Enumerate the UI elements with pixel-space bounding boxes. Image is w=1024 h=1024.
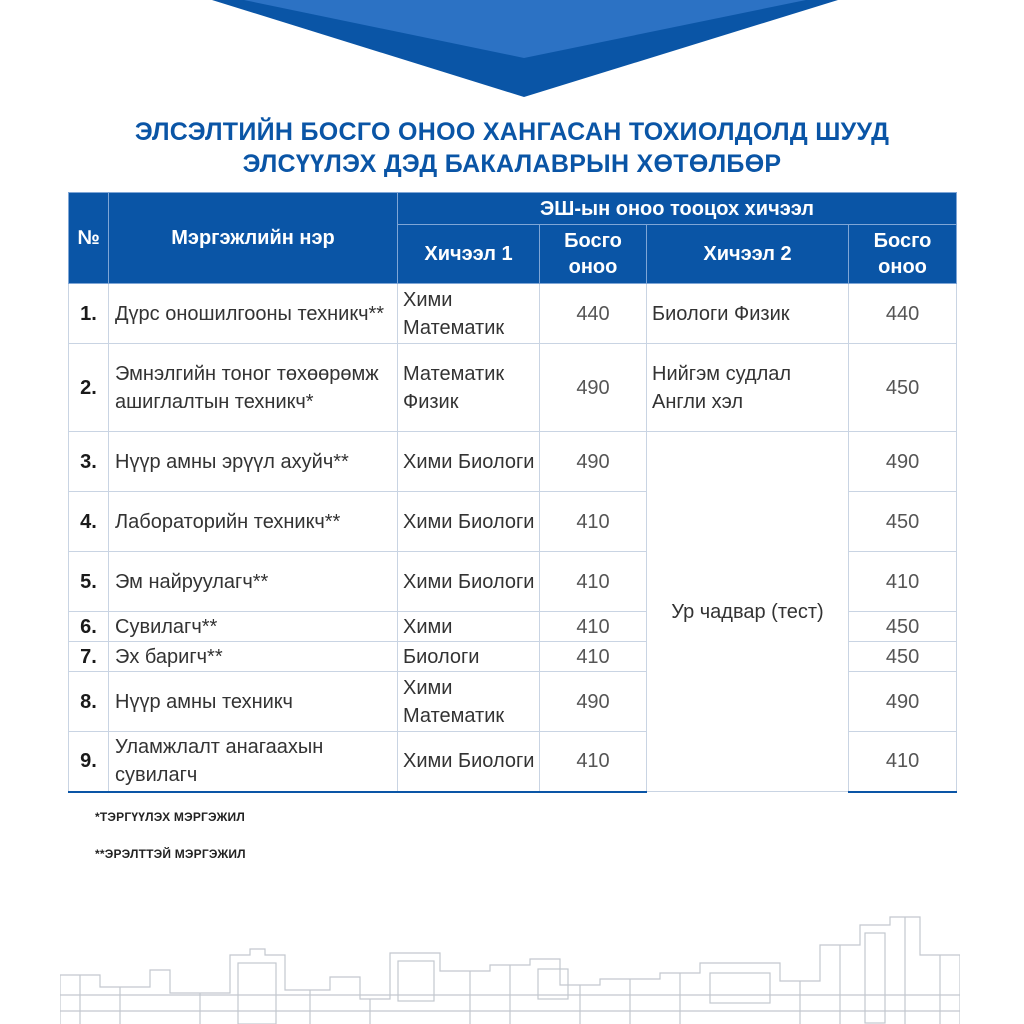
threshold-2-cell: 450 <box>849 344 957 432</box>
threshold-2-cell: 440 <box>849 284 957 344</box>
subject-1-cell: Хими Биологи <box>398 432 540 492</box>
row-number: 8. <box>69 672 109 732</box>
threshold-1-cell: 410 <box>540 612 647 642</box>
program-name: Эх баригч** <box>109 642 398 672</box>
title-line-2: ЭЛСҮҮЛЭХ ДЭД БАКАЛАВРЫН ХӨТӨЛБӨР <box>242 150 782 178</box>
table-row <box>69 284 957 344</box>
title-line-1: ЭЛСЭЛТИЙН БОСГО ОНОО ХАНГАСАН ТОХИОЛДОЛД ШУУД <box>134 118 890 146</box>
program-name: Дүрс оношилгооны техникч** <box>109 284 398 344</box>
subject-1-cell: Хими <box>398 612 540 642</box>
subject-2-cell: Биологи Физик <box>647 284 849 344</box>
subject-2-merged-cell: Ур чадвар (тест) <box>647 432 849 792</box>
threshold-2-cell: 490 <box>849 432 957 492</box>
row-number: 9. <box>69 732 109 792</box>
subject-1-cell: Хими Биологи <box>398 552 540 612</box>
program-name: Лабораторийн техникч** <box>109 492 398 552</box>
threshold-1-cell: 490 <box>540 672 647 732</box>
program-name: Нүүр амны эрүүл ахуйч** <box>109 432 398 492</box>
subject-1-cell: Хими Биологи <box>398 492 540 552</box>
header-chevron-banner <box>0 0 1024 100</box>
row-number: 1. <box>69 284 109 344</box>
threshold-2-cell: 450 <box>849 612 957 642</box>
threshold-2-cell: 410 <box>849 732 957 792</box>
header-threshold-2: Босго оноо <box>849 225 957 284</box>
subject-1-cell: Хими Биологи <box>398 732 540 792</box>
subject-1-cell: Математик Физик <box>398 344 540 432</box>
table-row <box>69 432 957 492</box>
row-number: 4. <box>69 492 109 552</box>
header-exam-subjects-group: ЭШ-ын оноо тооцох хичээл <box>398 193 957 225</box>
header-number: № <box>69 193 109 284</box>
program-name: Эмнэлгийн тоног төхөөрөмж ашиглалтын техникч* <box>109 344 398 432</box>
subject-1-cell: Хими Математик <box>398 672 540 732</box>
threshold-1-cell: 490 <box>540 344 647 432</box>
row-number: 3. <box>69 432 109 492</box>
threshold-1-cell: 410 <box>540 552 647 612</box>
row-number: 5. <box>69 552 109 612</box>
subject-1-cell: Хими Математик <box>398 284 540 344</box>
row-number: 2. <box>69 344 109 432</box>
city-skyline-illustration <box>60 915 960 1024</box>
threshold-1-cell: 490 <box>540 432 647 492</box>
threshold-2-cell: 410 <box>849 552 957 612</box>
footnote-priority: *ТЭРГҮҮЛЭХ МЭРГЭЖИЛ <box>95 810 245 824</box>
program-name: Нүүр амны техникч <box>109 672 398 732</box>
row-number: 6. <box>69 612 109 642</box>
row-number: 7. <box>69 642 109 672</box>
program-name: Уламжлалт анагаахын сувилагч <box>109 732 398 792</box>
threshold-1-cell: 410 <box>540 642 647 672</box>
programs-table <box>68 192 957 793</box>
subject-1-cell: Биологи <box>398 642 540 672</box>
threshold-1-cell: 410 <box>540 732 647 792</box>
threshold-2-cell: 490 <box>849 672 957 732</box>
header-subject-2: Хичээл 2 <box>647 225 849 284</box>
page-title <box>0 116 1024 180</box>
threshold-1-cell: 440 <box>540 284 647 344</box>
program-name: Сувилагч** <box>109 612 398 642</box>
header-program-name: Мэргэжлийн нэр <box>109 193 398 284</box>
header-subject-1: Хичээл 1 <box>398 225 540 284</box>
threshold-1-cell: 410 <box>540 492 647 552</box>
table-row <box>69 344 957 432</box>
program-name: Эм найруулагч** <box>109 552 398 612</box>
threshold-2-cell: 450 <box>849 492 957 552</box>
header-threshold-1: Босго оноо <box>540 225 647 284</box>
threshold-2-cell: 450 <box>849 642 957 672</box>
subject-2-cell: Нийгэм судлал Англи хэл <box>647 344 849 432</box>
footnote-demand: **ЭРЭЛТТЭЙ МЭРГЭЖИЛ <box>95 847 246 861</box>
